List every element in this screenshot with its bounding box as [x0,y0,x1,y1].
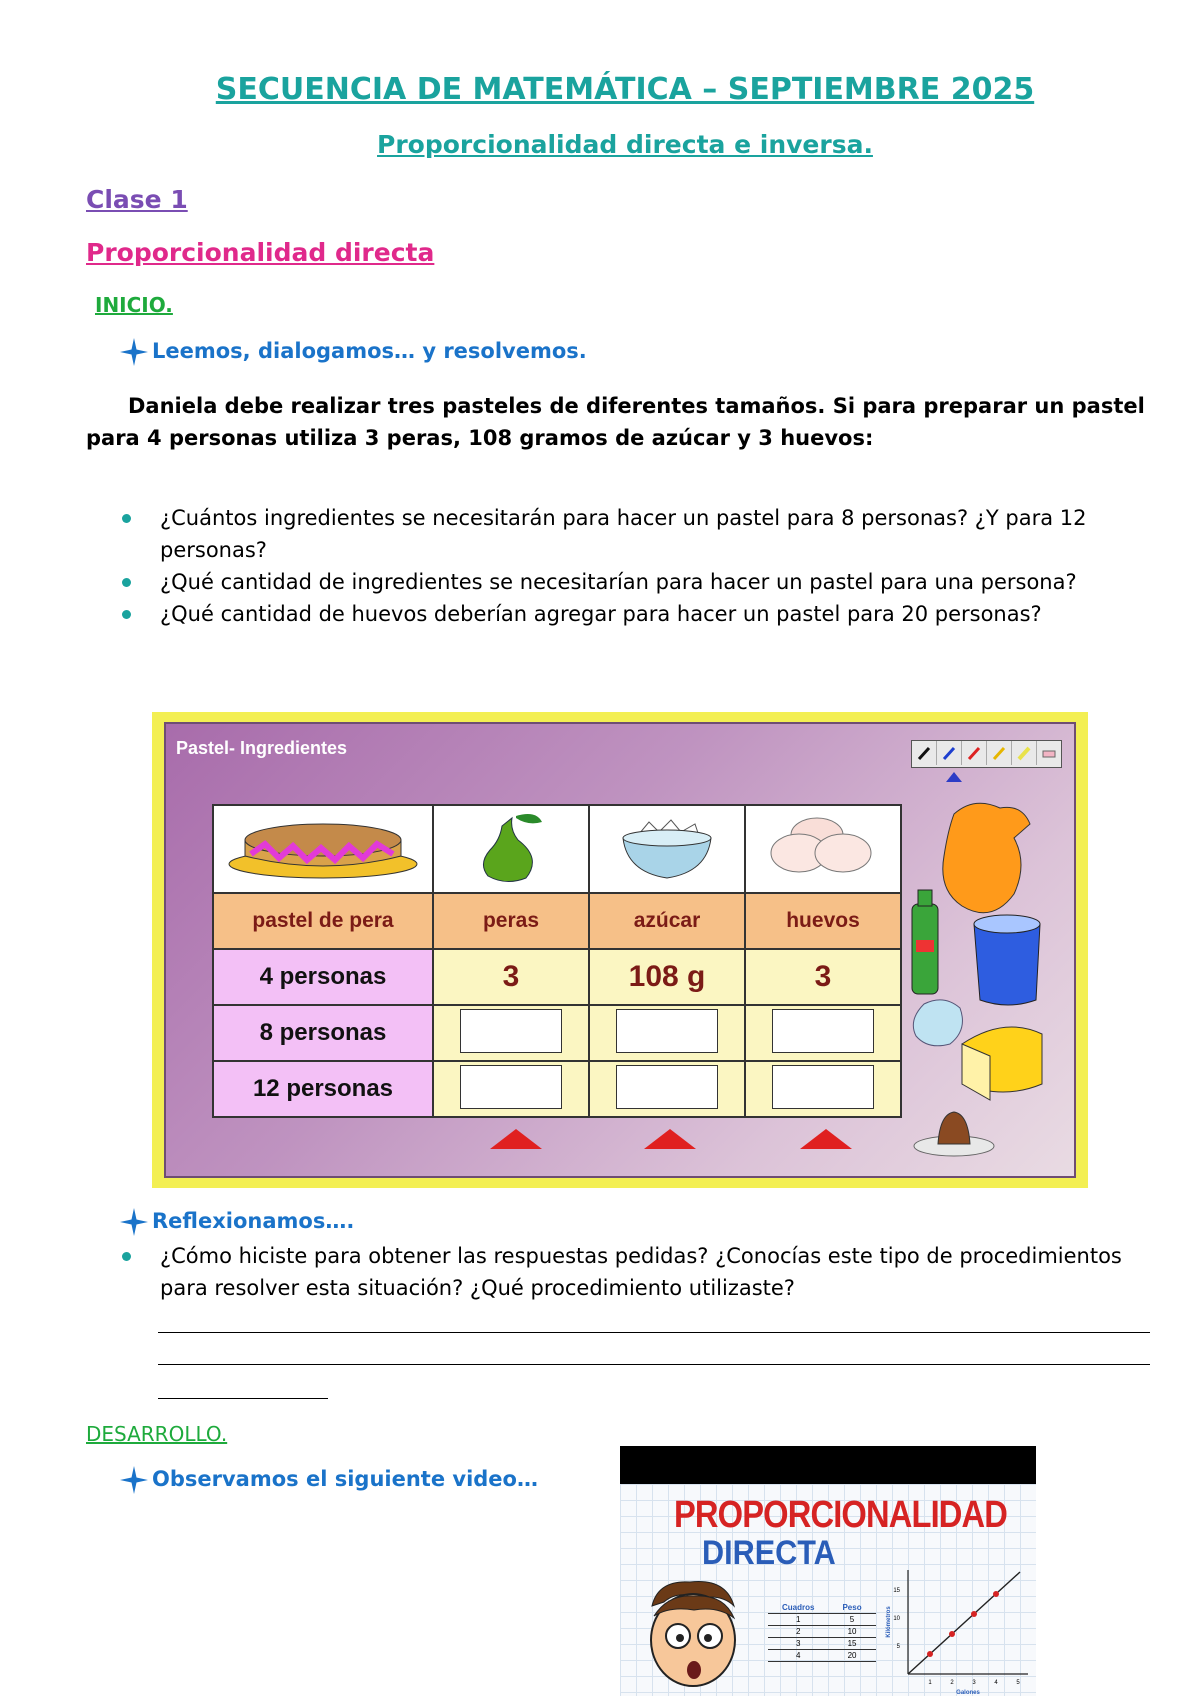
table-row [213,1005,901,1061]
list-item: ¿Qué cantidad de ingredientes se necesitarían para hacer un pastel para una persona? [120,566,1150,598]
problem-text: Daniela debe realizar tres pasteles de diferentes tamaños. Si para preparar un pastel para 4 personas utiliza 3 peras, 108 gramos de azúcar y 3 huevos: [86,394,1145,450]
row-label: 8 personas [213,1005,433,1061]
mini-table-header: Cuadros [768,1602,828,1614]
column-header: peras [433,893,589,949]
column-header: huevos [745,893,901,949]
graph-point [971,1611,977,1617]
problem-statement [86,390,1146,454]
answer-line[interactable] [158,1332,1150,1333]
desarrollo-label: DESARROLLO. [86,1422,228,1446]
pen-red-icon[interactable] [962,741,987,765]
value-cell: 108 g [589,949,745,1005]
pear-image-cell [433,805,589,893]
cake-image-cell [213,805,433,893]
ingredients-activity [152,712,1088,1188]
row-label: 12 personas [213,1061,433,1117]
sugar-image-cell [589,805,745,893]
answer-input[interactable] [772,1065,874,1109]
drawing-toolbar [911,740,1062,768]
cartoon-boy-icon [638,1576,748,1696]
table-row [768,1626,876,1638]
four-point-star-icon [120,1466,148,1494]
eraser-icon[interactable] [1037,741,1061,765]
kitchen-items-illustration [904,794,1044,1174]
graph-xtick: 5 [1016,1680,1020,1686]
answer-input[interactable] [616,1065,718,1109]
graph-point [927,1651,933,1657]
eggs-icon [763,817,883,877]
reflexion-list [120,1240,1150,1304]
eggs-image-cell [745,805,901,893]
section-title: Proporcionalidad directa [86,238,435,267]
video-title-line1: PROPORCIONALIDAD [674,1494,1008,1536]
check-arrow-icon[interactable] [490,1129,542,1149]
reflexion-step-text: Reflexionamos…. [152,1209,355,1233]
answer-line[interactable] [158,1398,328,1399]
graph-xtick: 2 [950,1680,954,1686]
value-cell: 3 [433,949,589,1005]
mini-table-header: Peso [828,1602,875,1614]
mini-table-cell: 1 [768,1614,828,1626]
graph-ytick: 15 [893,1588,900,1594]
mini-table-cell: 10 [828,1626,875,1638]
pen-black-icon[interactable] [912,741,937,765]
question-list [120,502,1150,630]
row-label: 4 personas [213,949,433,1005]
answer-line[interactable] [158,1364,1150,1365]
mini-table-cell: 20 [828,1650,875,1662]
desarrollo-step-text: Observamos el siguiente video… [152,1467,538,1491]
four-point-star-icon [120,338,148,366]
video-mini-table [768,1602,876,1662]
four-point-star-icon [120,1208,148,1236]
video-thumbnail[interactable] [620,1446,1036,1696]
list-item: ¿Cómo hiciste para obtener las respuestas pedidas? ¿Conocías este tipo de procedimientos para resolver esta situación? ¿Qué procedimiento utilizaste? [120,1240,1150,1304]
video-mini-graph [882,1562,1032,1696]
oil-jar-icon [913,1000,962,1046]
inicio-step-text: Leemos, dialogamos… y resolvemos. [152,339,587,363]
answer-cell [745,1061,901,1117]
pencil-icon[interactable] [987,741,1012,765]
list-item: ¿Cuántos ingredientes se necesitarán para hacer un pastel para 8 personas? ¿Y para 12 personas? [120,502,1150,566]
answer-cell [745,1005,901,1061]
check-arrow-icon[interactable] [644,1129,696,1149]
table-row [768,1638,876,1650]
video-top-bar [620,1446,1036,1484]
graph-xtick: 1 [928,1680,932,1686]
jug-icon [943,803,1030,913]
inicio-label: INICIO. [95,293,173,317]
check-arrow-icon[interactable] [800,1129,852,1149]
toolbar-pointer-icon [946,772,962,782]
desarrollo-step [120,1466,538,1494]
answer-cell [589,1061,745,1117]
graph-xlabel: Galones [956,1690,980,1696]
mini-table-cell: 2 [768,1626,828,1638]
table-row [213,949,901,1005]
mini-table-cell: 3 [768,1638,828,1650]
answer-cell [433,1005,589,1061]
ingredients-table [212,804,902,1118]
sugar-bowl-icon [619,812,715,882]
table-row [768,1650,876,1662]
graph-ytick: 5 [896,1644,900,1650]
list-item: ¿Qué cantidad de huevos deberían agregar para hacer un pastel para 20 personas? [120,598,1150,630]
pen-blue-icon[interactable] [937,741,962,765]
graph-point [949,1631,955,1637]
answer-input[interactable] [616,1009,718,1053]
graph-ylabel: Kilómetros [886,1606,892,1638]
answer-cell [589,1005,745,1061]
answer-cell [433,1061,589,1117]
document-title: SECUENCIA DE MATEMÁTICA – SEPTIEMBRE 2025 [215,72,1035,107]
inicio-step [120,338,587,366]
table-row [768,1614,876,1626]
answer-input[interactable] [460,1065,562,1109]
video-title-line2: DIRECTA [702,1534,836,1572]
graph-xtick: 3 [972,1680,976,1686]
column-header: azúcar [589,893,745,949]
graph-point [993,1591,999,1597]
activity-title: Pastel- Ingredientes [176,738,348,758]
graph-xtick: 4 [994,1680,998,1686]
answer-input[interactable] [460,1009,562,1053]
mini-table-cell: 4 [768,1650,828,1662]
column-header: pastel de pera [213,893,433,949]
answer-input[interactable] [772,1009,874,1053]
mini-table-cell: 5 [828,1614,875,1626]
pear-icon [476,808,546,886]
mini-table-cell: 15 [828,1638,875,1650]
class-label: Clase 1 [86,185,188,214]
reflexion-step [120,1208,354,1236]
graph-ytick: 10 [893,1616,900,1622]
cake-icon [225,810,421,884]
table-row [213,1061,901,1117]
value-cell: 3 [745,949,901,1005]
document-subtitle: Proporcionalidad directa e inversa. [377,130,873,159]
highlighter-icon[interactable] [1012,741,1037,765]
